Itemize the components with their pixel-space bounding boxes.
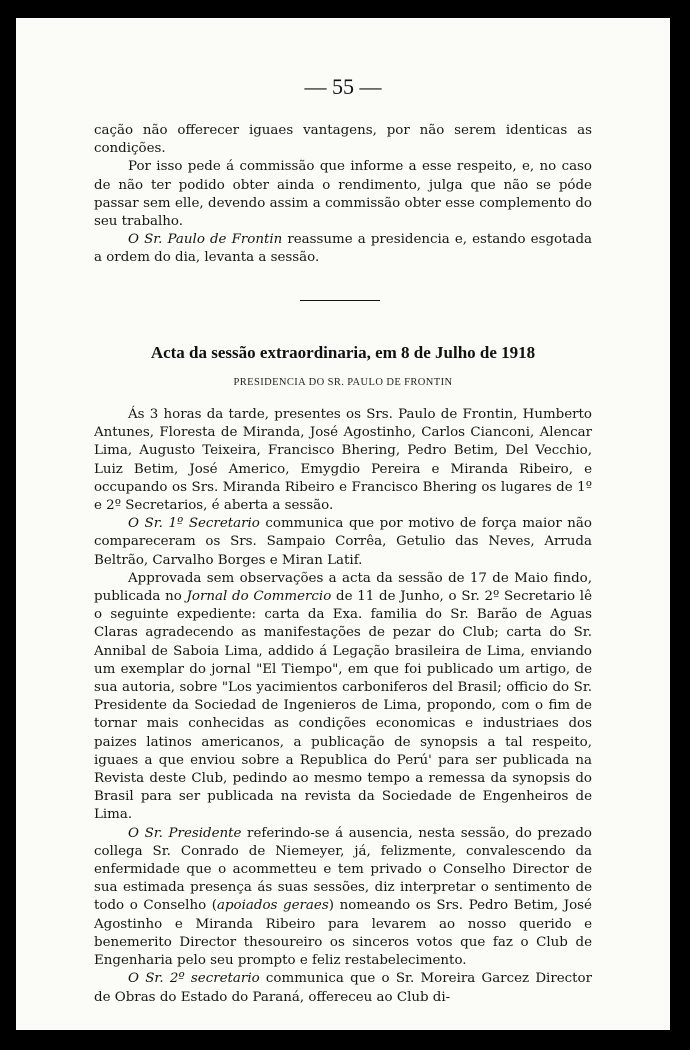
- journal-name: Jornal do Commercio: [186, 589, 332, 605]
- presidency-subtitle: PRESIDENCIA DO SR. PAULO DE FRONTIN: [233, 377, 453, 388]
- paragraph-president-remarks: [94, 825, 592, 971]
- paragraph-text: Approvada sem observações a acta da sessão de 17 de Maio findo, publicada no: [94, 570, 592, 605]
- paragraph-absences: [94, 515, 592, 570]
- paragraph-continued: cação não offerecer iguaes vantagens, por não serem identicas as condições.: [94, 123, 592, 157]
- paragraph-text: communica que o Sr. Moreira Garcez Director de Obras do Estado do Paraná, offereceu ao Club di-: [94, 971, 593, 1005]
- session-minutes-block: [94, 406, 592, 1007]
- paragraph-text: communica que por motivo de força maior não compareceram os Srs. Sampaio Corrêa, Getulio das Neves, Arruda Beltrão, Carvalho Borges e Miran Latif.: [94, 516, 592, 568]
- paragraph-text: reassume a presidencia e, estando esgotada a ordem do dia, levanta a sessão.: [94, 232, 592, 266]
- section-divider: [300, 300, 380, 301]
- speaker-name: O Sr. Paulo de Frontin: [128, 232, 283, 248]
- paragraph-second-secretary: [94, 970, 592, 1006]
- continued-text-block: [94, 122, 592, 268]
- applause-note: apoiados geraes: [217, 898, 329, 914]
- paragraph-session-closing: [94, 231, 592, 267]
- paragraph-commission-request: Por isso pede á commissão que informe a esse respeito, e, no caso de não ter podido obter ainda o rendimento, julga que não se póde passar sem elle, devendo assim a commissão obter esse complemento do seu trabalho.: [94, 159, 592, 230]
- paragraph-text: de 11 de Junho, o Sr. 2º Secretario lê o seguinte expediente: carta da Exa. familia do Sr. Barão de Aguas Claras agradecendo as manifestações de pezar do Club; carta do Sr. Annibal de Saboia Lima, addido á Legação brasileira de Lima, enviando um exemplar do jornal "El Tiempo", em que foi publicado um artigo, de sua autoria, sobre "Los yacimientos carboniferos del Brasil; officio do Sr. Presidente da Sociedad de Ingenieros de Lima, propondo, com o fim de tornar mais conhecidas as condições economicas e industriaes dos paizes latinos americanos, a publicação de synopsis a tal respeito, iguaes a que enviou sobre a Republica do Perú' para ser publicada na Revista deste Club, pedindo ao mesmo tempo a remessa da synopsis do Brasil para ser publicada na revista da Sociedade de Engenheiros de Lima.: [94, 589, 592, 823]
- paragraph-attendance: Ás 3 horas da tarde, presentes os Srs. Paulo de Frontin, Humberto Antunes, Floresta de Miranda, José Agostinho, Carlos Cianconi, Alencar Lima, Augusto Teixeira, Francisco Bhering, Pedro Betim, Del Vecchio, Luiz Betim, José Americo, Emygdio Pereira e Miranda Ribeiro, e occupando os Srs. Miranda Ribeiro e Francisco Bhering os lugares de 1º e 2º Secretarios, é aberta a sessão.: [94, 407, 592, 514]
- paragraph-correspondence: [94, 570, 592, 825]
- speaker-name: O Sr. 1º Secretario: [128, 516, 260, 532]
- document-page: [16, 18, 670, 1030]
- paragraph-text: ) nomeando os Srs. Pedro Betim, José Agostinho e Miranda Ribeiro para levarem ao nosso querido e benemerito Director thesoureiro os sinceros votos que faz o Club de Engenharia pelo seu prompto e feliz restabelecimento.: [94, 898, 592, 969]
- speaker-name: O Sr. Presidente: [128, 825, 242, 841]
- page-number: — 55 —: [304, 74, 382, 99]
- session-title: Acta da sessão extraordinaria, em 8 de Julho de 1918: [150, 343, 536, 362]
- paragraph-text: referindo-se á ausencia, nesta sessão, do prezado collega Sr. Conrado de Niemeyer, já, felizmente, convalescendo da enfermidade que o acommetteu e tem privado o Conselho Director de sua estimada presença ás suas sessões, diz interpretar o sentimento de todo o Conselho (: [94, 825, 592, 914]
- speaker-name: O Sr. 2º secretario: [128, 971, 260, 987]
